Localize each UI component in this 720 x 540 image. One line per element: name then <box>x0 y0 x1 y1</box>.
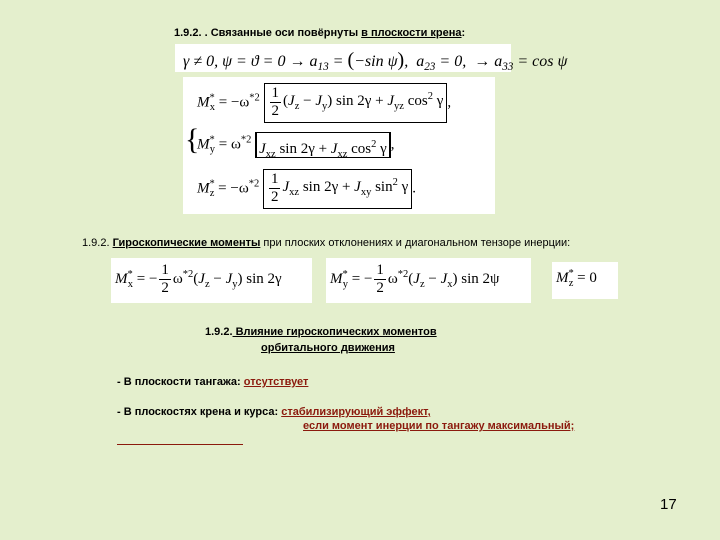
section1-title: 1.9.2. . Связанные оси повёрнуты в плоскости крена: <box>174 27 466 39</box>
gyro-equation-my: $M^*_y$ = − $\frac{1}{2}$ $\omega^{*2}(J_z - J_x)$ sin 2ψ <box>330 262 500 296</box>
gyro-equation-mz: $M^*_z = 0$ <box>556 268 597 289</box>
roll-yaw-plane-item-line2: если момент инерции по тангажу максимальный; <box>303 420 575 432</box>
section3-title-line2: орбитального движения <box>261 342 395 354</box>
condition-formula-box <box>175 44 568 74</box>
section2-title: 1.9.2. Гироскопические моменты при плоских отклонениях и диагональном тензоре инерции: <box>82 237 571 249</box>
condition-formula: γ ≠ 0, $\psi = ϑ = 0 \to a_{13} = (-\sin$ ψ), $a_{23} = 0$, → $a_{33} = \cos \psi$ <box>183 49 568 74</box>
equation-my: $M^*_y = \omega^{*2}$ $J_{xz}$ $\sin 2\gamma + J_{xz}$ $\cos^2 \gamma$ , <box>197 132 395 158</box>
gyro-moment-mx-box <box>111 258 312 303</box>
equation-mx: $M^*_x = -\omega^{*2}$ $\frac{1}{2}$ $(J_z - J_y)$ $\sin 2\gamma + J_{yz}$ $\cos^2 \gamma$ , <box>197 83 451 123</box>
gyro-equation-mx: $M^*_x$ = − $\frac{1}{2}$ $\omega^{*2}(J_z - J_y)$ sin 2γ <box>115 262 282 296</box>
gyro-moment-mz-box <box>552 262 618 299</box>
section3-title: 1.9.2. Влияние гироскопических моментов <box>205 326 437 338</box>
equation-mz: $M^*_z = -\omega^{*2}$ $\frac{1}{2}$ $J_{xz}$ $\sin 2\gamma + J_{xy}$ $\sin^2 \gamma$ . <box>197 169 416 209</box>
page-number: 17 <box>660 496 677 513</box>
pitch-plane-item: - В плоскости тангажа: отсутствует <box>117 376 309 388</box>
moment-equations-box <box>183 77 495 214</box>
underline-rule <box>117 444 243 445</box>
roll-yaw-plane-item: - В плоскостях крена и курса: стабилизирующий эффект, <box>117 406 431 418</box>
system-brace: { <box>185 123 200 156</box>
gyro-moment-my-box <box>326 258 531 303</box>
